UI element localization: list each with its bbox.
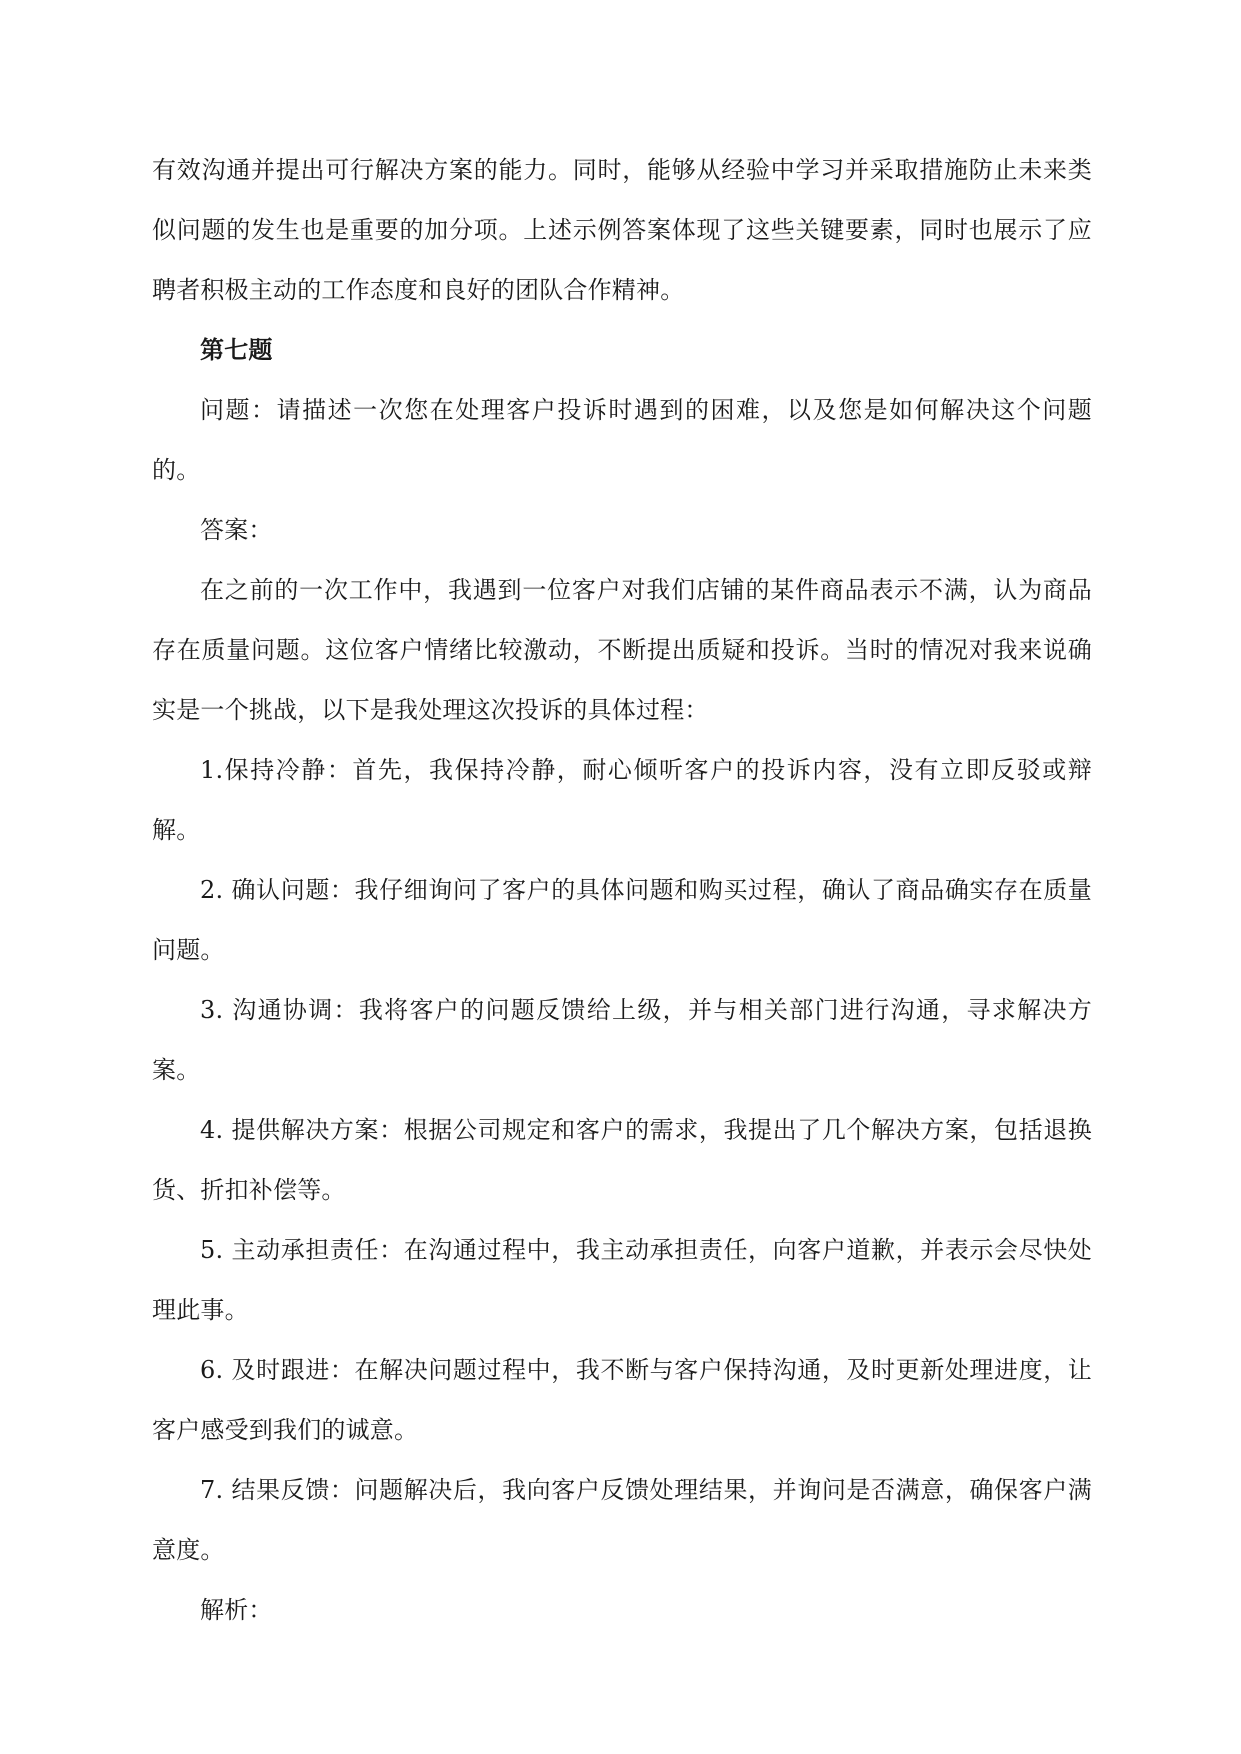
step-item-4: 4. 提供解决方案：根据公司规定和客户的需求，我提出了几个解决方案，包括退换货、折扣补偿等。 [152,1116,1092,1204]
step-item-3: 3. 沟通协调：我将客户的问题反馈给上级，并与相关部门进行沟通，寻求解决方案。 [152,996,1092,1084]
analysis-label: 解析： [200,1596,273,1624]
continuation-paragraph: 有效沟通并提出可行解决方案的能力。同时，能够从经验中学习并采取措施防止未来类似问题的发生也是重要的加分项。上述示例答案体现了这些关键要素，同时也展示了应聘者积极主动的工作态度和良好的团队合作精神。 [152,156,1092,304]
question-heading: 第七题 [200,336,273,364]
answer-intro-paragraph: 在之前的一次工作中，我遇到一位客户对我们店铺的某件商品表示不满，认为商品存在质量问题。这位客户情绪比较激动，不断提出质疑和投诉。当时的情况对我来说确实是一个挑战，以下是我处理这次投诉的具体过程： [152,576,1092,724]
answer-label: 答案： [200,516,273,544]
document-content [152,140,1092,1640]
step-item-1: 1.保持冷静：首先，我保持冷静，耐心倾听客户的投诉内容，没有立即反驳或辩解。 [152,756,1092,844]
step-item-6: 6. 及时跟进：在解决问题过程中，我不断与客户保持沟通，及时更新处理进度，让客户感受到我们的诚意。 [152,1356,1092,1444]
step-item-7: 7. 结果反馈：问题解决后，我向客户反馈处理结果，并询问是否满意，确保客户满意度。 [152,1476,1092,1564]
step-item-5: 5. 主动承担责任：在沟通过程中，我主动承担责任，向客户道歉，并表示会尽快处理此事。 [152,1236,1092,1324]
question-text: 问题：请描述一次您在处理客户投诉时遇到的困难，以及您是如何解决这个问题的。 [152,396,1092,484]
step-item-2: 2. 确认问题：我仔细询问了客户的具体问题和购买过程，确认了商品确实存在质量问题。 [152,876,1092,964]
